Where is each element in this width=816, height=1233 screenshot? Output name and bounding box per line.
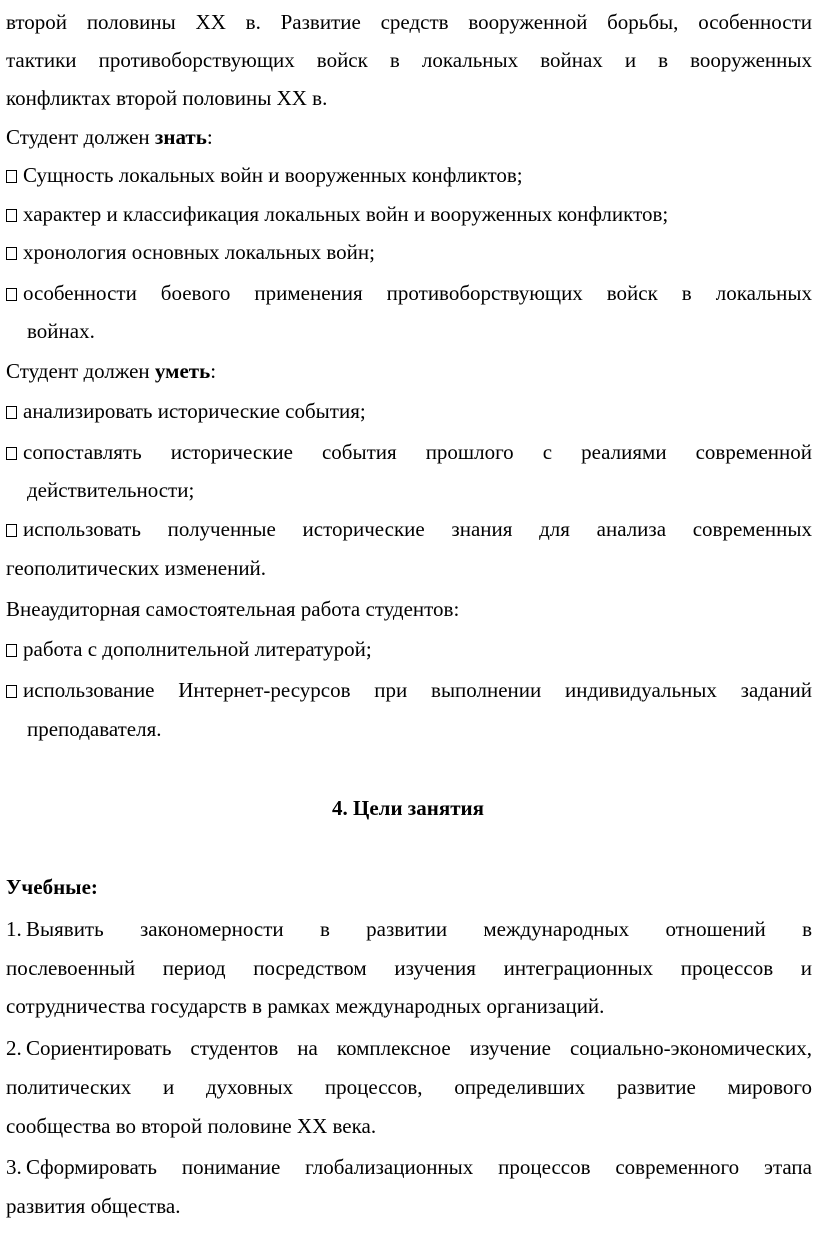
goal-line: послевоенный период посредством изучения интеграционных процессов и [6, 956, 812, 980]
list-item: использование Интернет-ресурсов при выполнении индивидуальных заданий [6, 670, 812, 710]
able-keyword: уметь [154, 359, 211, 383]
bullet-box-icon [6, 447, 17, 460]
bullet-box-icon [6, 644, 17, 657]
bullet-box-icon [6, 170, 17, 183]
list-item: Сущность локальных войн и вооруженных конфликтов; [6, 155, 812, 195]
list-item: сопоставлять исторические события прошлого с реалиями современной [6, 432, 812, 472]
goal-line: сотрудничества государств в рамках международных организаций. [6, 994, 605, 1018]
list-item-continuation: преподавателя. [27, 717, 162, 741]
bullet-box-icon [6, 406, 17, 419]
list-item-continuation: геополитических изменений. [6, 556, 267, 580]
bullet-box-icon [6, 288, 17, 301]
know-heading: Студент должен знать: [6, 125, 213, 149]
list-item: работа с дополнительной литературой; [6, 629, 812, 669]
intro-line-3: конфликтах второй половины XX в. [6, 86, 328, 110]
list-item: хронология основных локальных войн; [6, 232, 812, 272]
bullet-box-icon [6, 524, 17, 537]
list-item: анализировать исторические события; [6, 391, 812, 431]
goal-line: 3. Сформировать понимание глобализационных процессов современного этапа [6, 1155, 812, 1179]
goal-line: политических и духовных процессов, определивших развитие мирового [6, 1075, 812, 1099]
intro-line-2: тактики противоборствующих войск в локальных войнах и в вооруженных [6, 48, 812, 72]
intro-line-1: второй половины XX в. Развитие средств вооруженной борьбы, особенности [6, 10, 812, 34]
list-item: характер и классификация локальных войн и вооруженных конфликтов; [6, 194, 812, 234]
goal-line: сообщества во второй половине XX века. [6, 1114, 377, 1138]
section-title: 4. Цели занятия [332, 796, 484, 820]
list-item: использовать полученные исторические знания для анализа современных [6, 509, 812, 549]
know-keyword: знать [154, 125, 207, 149]
bullet-box-icon [6, 209, 17, 222]
goals-heading: Учебные: [6, 875, 98, 899]
goal-line: 1. Выявить закономерности в развитии международных отношений в [6, 917, 812, 941]
bullet-box-icon [6, 247, 17, 260]
selfwork-heading: Внеаудиторная самостоятельная работа студентов: [6, 597, 460, 621]
goal-line: развития общества. [6, 1194, 181, 1218]
bullet-box-icon [6, 685, 17, 698]
goal-line: 2. Сориентировать студентов на комплексное изучение социально-экономических, [6, 1036, 812, 1060]
list-item-continuation: войнах. [27, 319, 95, 343]
list-item: особенности боевого применения противоборствующих войск в локальных [6, 273, 812, 313]
list-item-continuation: действительности; [27, 478, 195, 502]
able-heading: Студент должен уметь: [6, 359, 217, 383]
